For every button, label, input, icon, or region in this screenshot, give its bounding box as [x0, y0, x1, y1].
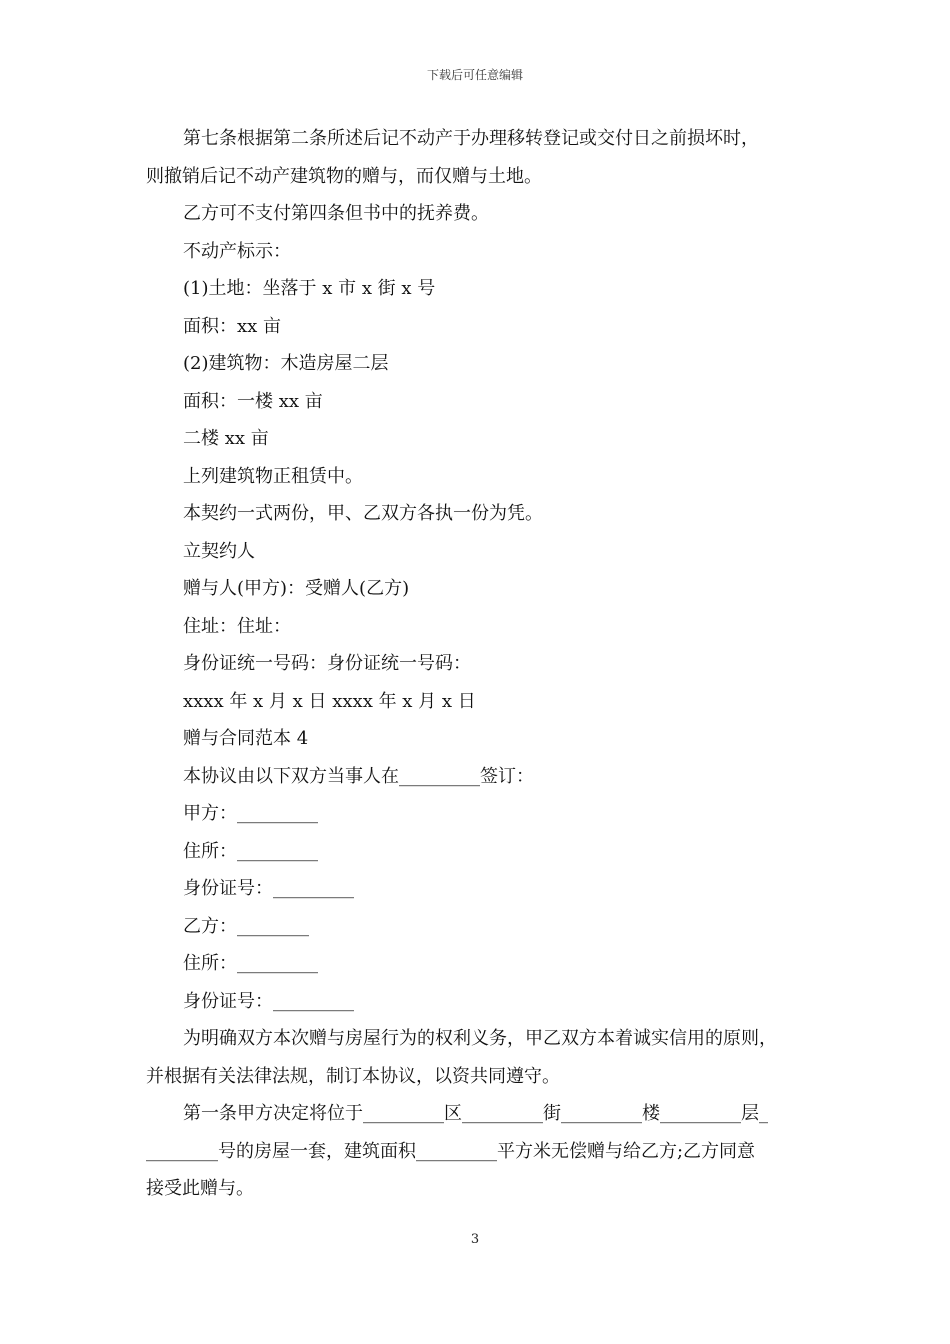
paragraph-line: 乙方可不支付第四条但书中的抚养费。	[183, 203, 489, 224]
paragraph-line: 乙方：________	[183, 915, 309, 937]
paragraph-line: 身份证号：_________	[183, 990, 354, 1012]
paragraph-line: (2)建筑物：木造房屋二层	[183, 353, 389, 374]
paragraph-line: 不动产标示：	[183, 240, 291, 262]
paragraph-line: 本契约一式两份，甲、乙双方各执一份为凭。	[183, 503, 543, 524]
paragraph-line: 立契约人	[183, 540, 255, 562]
paragraph-line: 第一条甲方决定将位于_________区_________街_________楼_________层_	[183, 1103, 768, 1124]
page-header: 下载后可任意编辑	[426, 68, 523, 82]
paragraph-line: 住址：住址：	[183, 615, 291, 637]
paragraph-line: 赠与人(甲方)：受赠人(乙方)	[183, 578, 410, 599]
paragraph-line: 则撤销后记不动产建筑物的赠与，而仅赠与土地。	[146, 165, 542, 187]
paragraph-line: 本协议由以下双方当事人在_________签订：	[183, 765, 534, 787]
paragraph-line: 身份证号：_________	[183, 878, 354, 899]
paragraph-line: 第七条根据第二条所述后记不动产于办理移转登记或交付日之前损坏时，	[183, 128, 759, 149]
paragraph-line: ________号的房屋一套，建筑面积_________平方米无偿赠与给乙方;乙方同意	[146, 1140, 756, 1162]
paragraph-line: (1)土地：坐落于 x 市 x 街 x 号	[183, 278, 436, 299]
paragraph-line: 并根据有关法律法规，制订本协议，以资共同遵守。	[146, 1065, 560, 1087]
paragraph-line: 二楼 xx 亩	[183, 428, 269, 449]
paragraph-line: 面积：一楼 xx 亩	[183, 390, 323, 412]
document-body	[146, 124, 818, 1212]
paragraph-line: xxxx 年 x 月 x 日 xxxx 年 x 月 x 日	[183, 690, 476, 712]
paragraph-line: 为明确双方本次赠与房屋行为的权利义务，甲乙双方本着诚实信用的原则，	[183, 1028, 777, 1049]
paragraph-line: 面积：xx 亩	[183, 315, 282, 337]
paragraph-line: 身份证统一号码：身份证统一号码：	[183, 653, 471, 674]
section-title: 赠与合同范本 4	[183, 728, 309, 749]
page-number: 3	[470, 1232, 480, 1247]
paragraph-line: 甲方：_________	[183, 803, 318, 824]
paragraph-line: 住所：_________	[183, 953, 318, 974]
paragraph-line: 住所：_________	[183, 840, 318, 862]
paragraph-line: 上列建筑物正租赁中。	[183, 465, 363, 487]
paragraph-line: 接受此赠与。	[146, 1178, 254, 1199]
